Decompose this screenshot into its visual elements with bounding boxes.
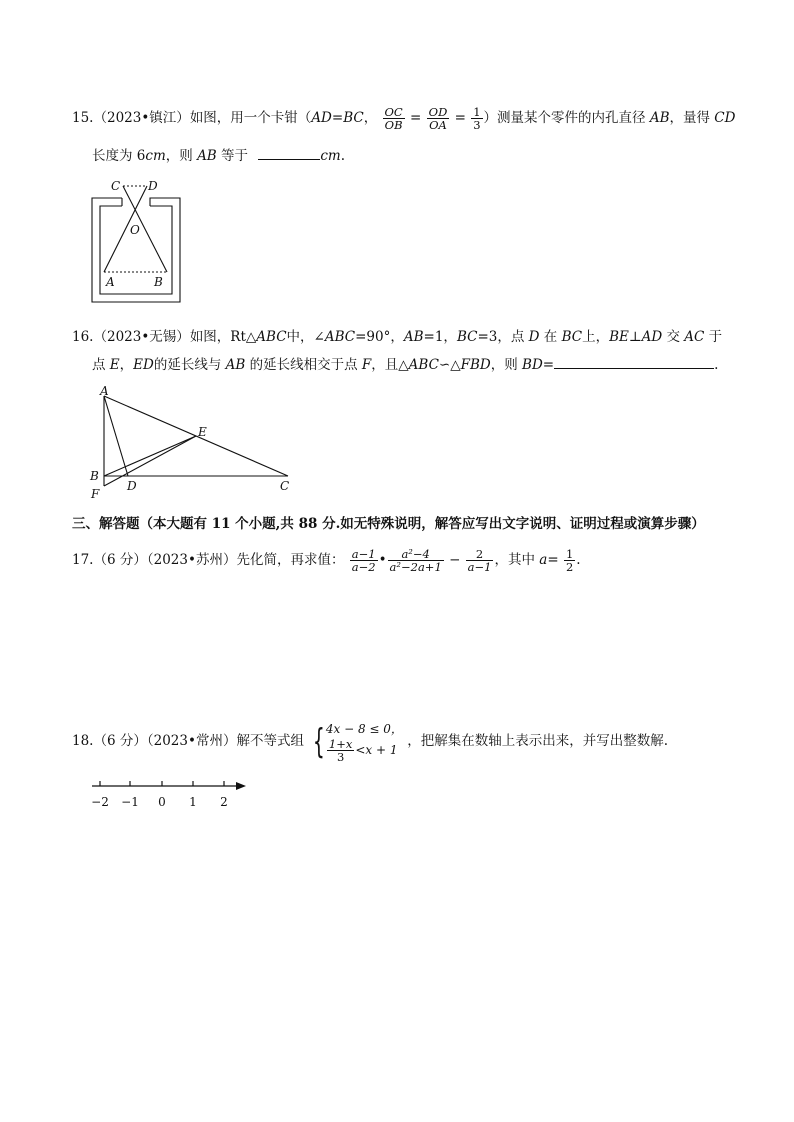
tick-label: 1 (189, 795, 197, 809)
section-title: 三、解答题（本大题有 11 个小题,共 88 分.如无特殊说明，解答应写出文字说明、证明过程或演算步骤） (72, 516, 705, 532)
q15-number: 15. (72, 110, 94, 126)
fraction-2: $\frac{\text{a²−4}}{\text{a²−2a+1}}$ (389, 547, 442, 574)
inequality-2: $\frac{1+x}{3}$ <x + 1 (328, 737, 398, 764)
q16-line-1: 16.（2023•无锡）如图，Rt△ABC中，∠ABC=90°，AB=1，BC=3，点 D 在 BC上，BE⊥AD 交 AC 于 (72, 329, 723, 345)
axis-arrow-icon (236, 782, 246, 790)
tick-label: 0 (158, 795, 166, 809)
q15-source: （2023•镇江） (93, 110, 190, 126)
fraction-od-oa: $\frac{OD}{OA}$ (428, 105, 448, 132)
segment-AD (104, 396, 128, 476)
question-18 (72, 720, 732, 763)
label-A: A (106, 275, 115, 289)
number-line (84, 776, 254, 816)
arm-bc (104, 186, 147, 272)
q15-line-2: 长度为 6cm，则 AB 等于 cm. (92, 148, 345, 164)
tick-label: −1 (121, 795, 139, 809)
fraction-1: $\frac{a-1}{a-2}$ (351, 547, 376, 574)
label-D: D (127, 479, 137, 493)
fraction-oc-ob: $\frac{OC}{OB}$ (384, 105, 403, 132)
label-A: A (100, 386, 109, 398)
label-D: D (148, 179, 158, 193)
answer-blank-q15[interactable] (258, 147, 320, 160)
brace-icon: { (313, 721, 326, 762)
q16-line-2: 点 E，ED的延长线与 AB 的延长线相交于点 F，且△ABC∽△FBD，则 BD= . (92, 357, 719, 373)
inequality-system (308, 720, 403, 763)
label-O: O (130, 223, 140, 237)
triangle-figure (88, 386, 300, 504)
label-B: B (154, 275, 163, 289)
q15-line-1: 15.（2023•镇江）如图，用一个卡钳（AD=BC， $\frac{OC}{OB}$ = $\frac{OD}{OA}$ = $\frac{1}{3}$ ）测量某个零件的内孔直径 AB，量得 CD (72, 105, 736, 132)
tick-label: −2 (91, 795, 109, 809)
answer-blank-q16[interactable] (554, 356, 714, 369)
question-15 (72, 105, 736, 167)
label-C: C (111, 179, 121, 193)
caliper-figure (84, 172, 188, 308)
q17-line-1: 17.（6 分）（2023•苏州）先化简，再求值： $\frac{a-1}{a-2}$ • $\frac{\text{a²−4}}{\text{a²−2a+1}}$ − $\frac{2}{a-1}$ ，其中 a= $\frac{1}{2}$ . (72, 547, 581, 574)
question-16 (72, 326, 732, 376)
label-C: C (280, 479, 290, 493)
label-B: B (90, 469, 99, 483)
fraction-one-third: $\frac{1}{3}$ (473, 105, 481, 132)
label-E: E (198, 425, 207, 439)
fraction-3: $\frac{2}{a-1}$ (467, 547, 492, 574)
label-F: F (91, 487, 100, 501)
fraction-half: $\frac{1}{2}$ (565, 547, 574, 574)
question-17 (72, 548, 732, 573)
tick-label: 2 (220, 795, 228, 809)
inequality-1: 4x − 8 ≤ 0， (325, 722, 403, 736)
q18-line-1: 18.（6 分）（2023•常州）解不等式组 { 4x − 8 ≤ 0， $\frac{1+x}{3}$ <x + 1 ，把解集在数轴上表示出来，并写出整数解. (72, 721, 669, 764)
